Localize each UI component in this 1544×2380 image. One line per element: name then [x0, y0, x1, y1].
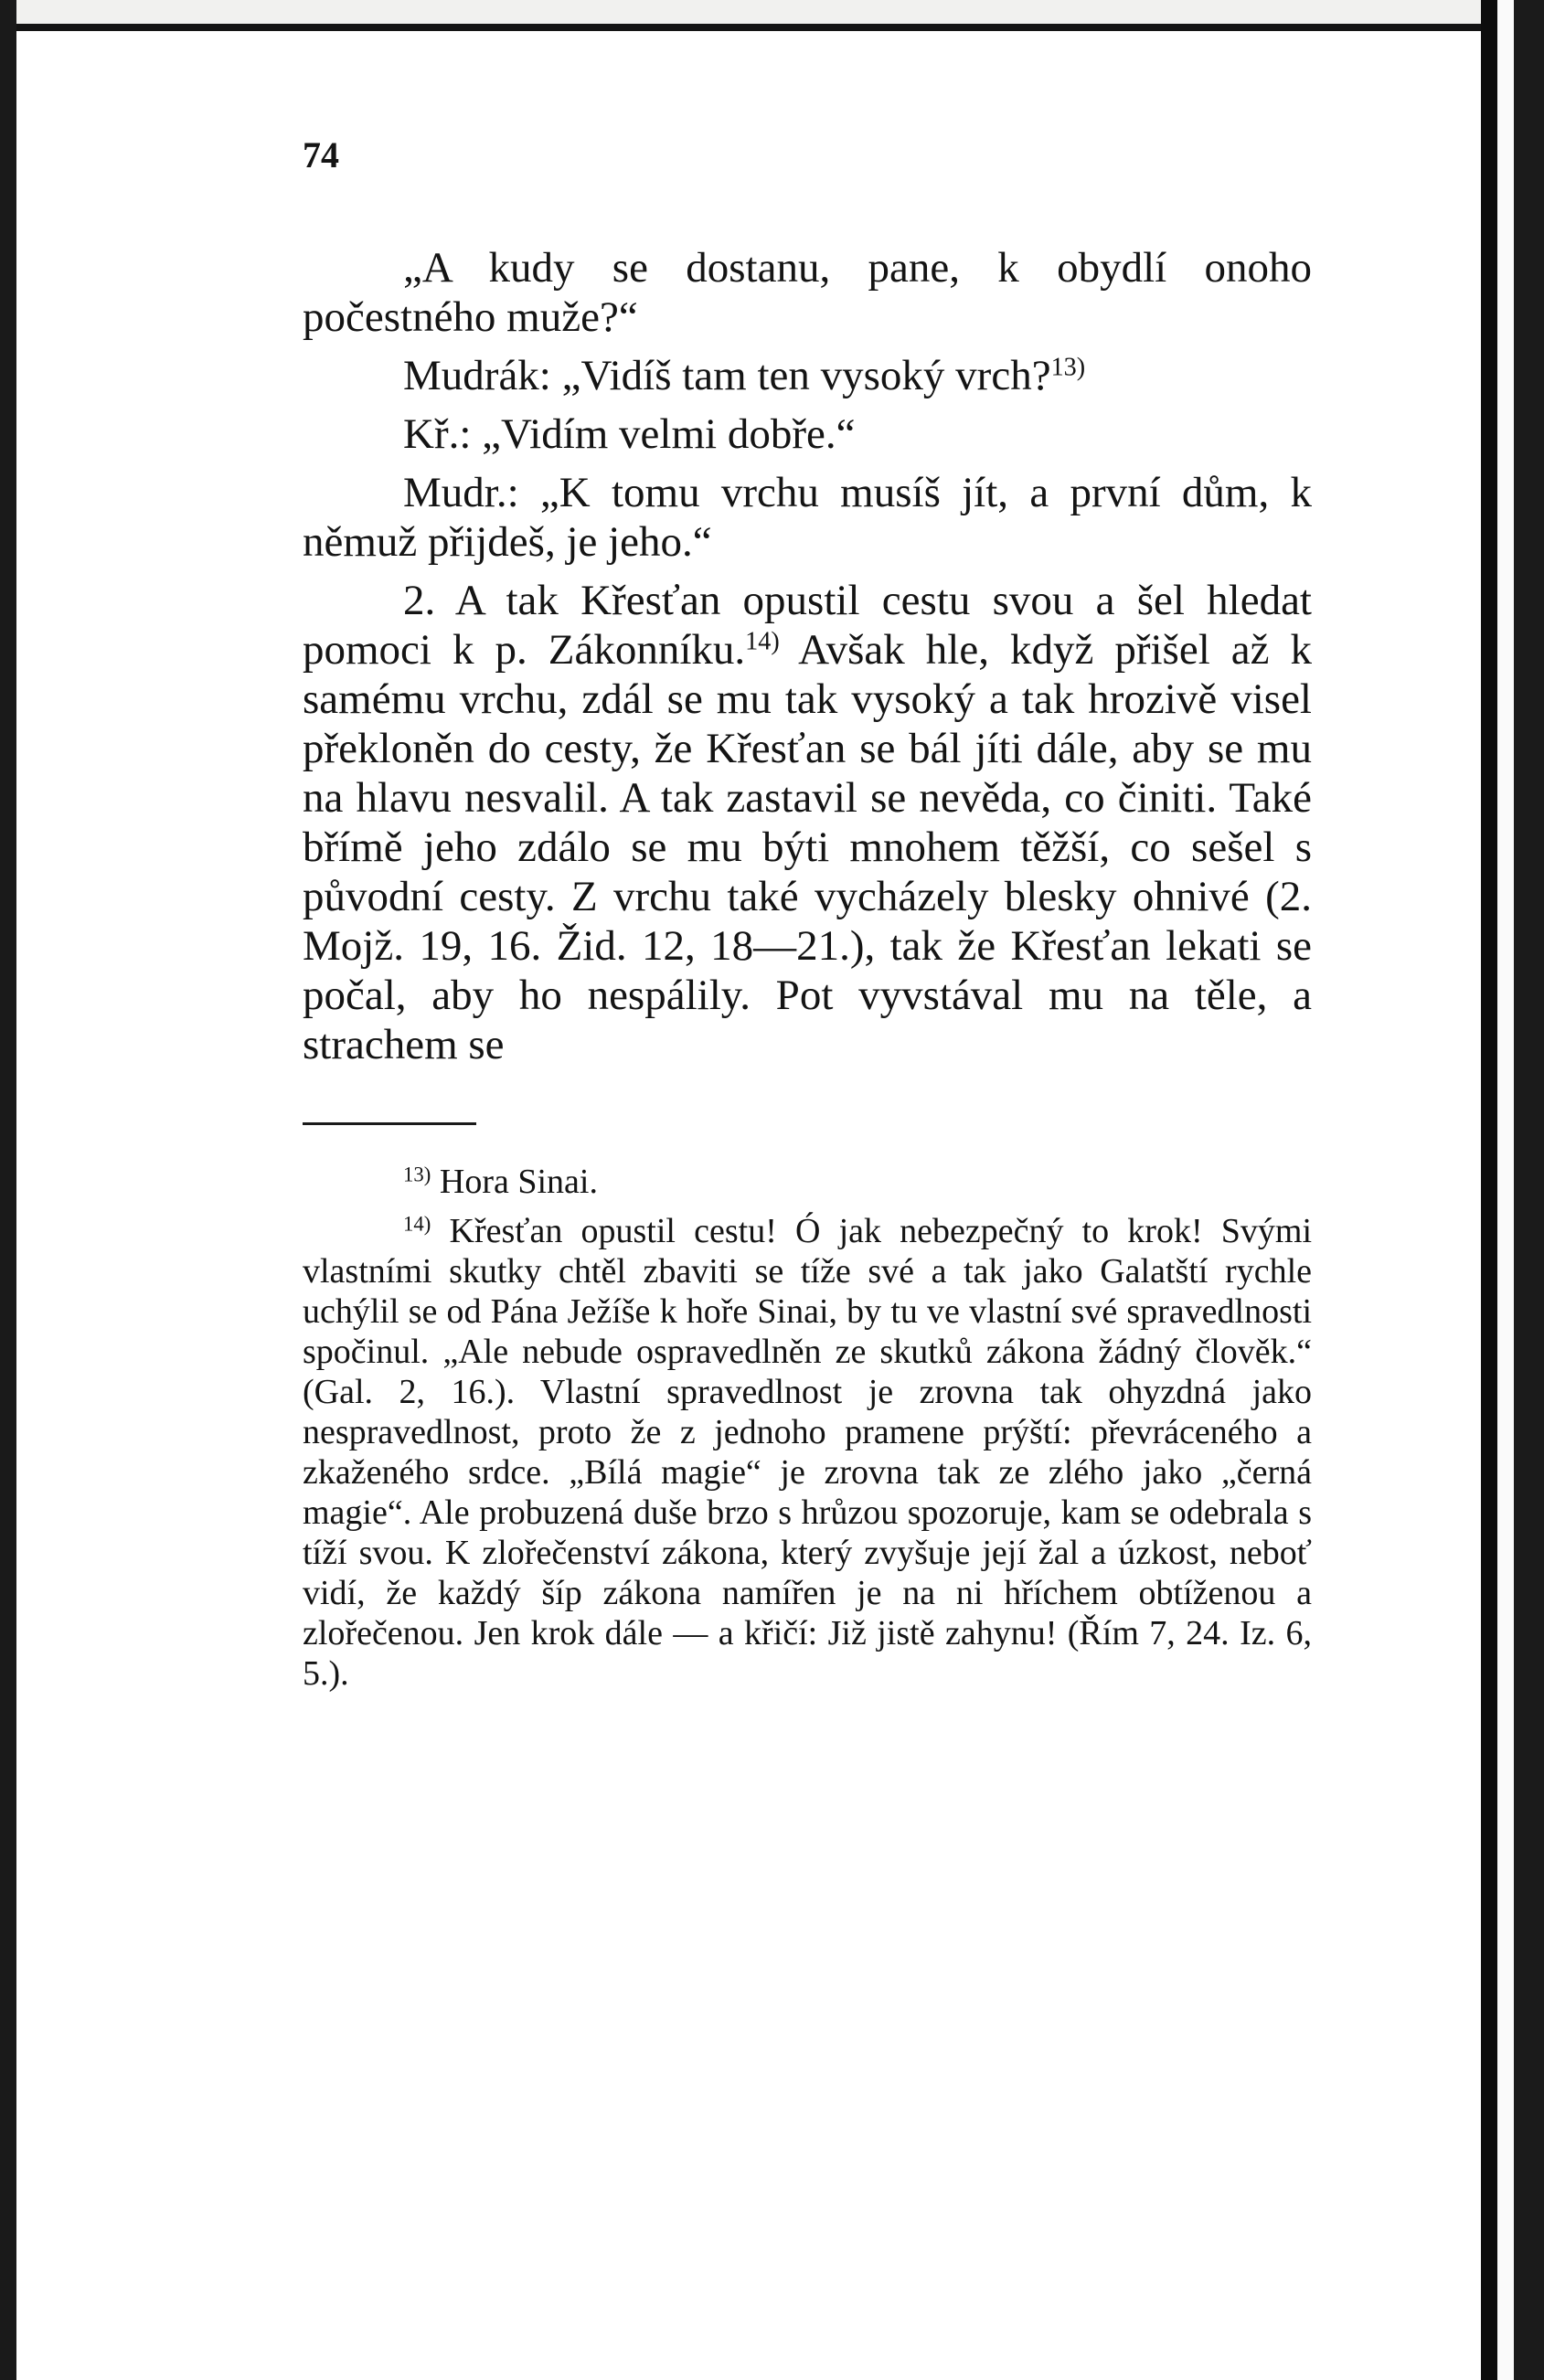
page-number: 74	[303, 134, 339, 175]
footnote-13	[303, 1162, 1312, 1202]
paragraph-mudrak-text: Mudrák: „Vidíš tam ten vysoký vrch?	[403, 352, 1051, 399]
scan-right-border	[1481, 0, 1497, 2380]
footnote-ref-14: 14)	[745, 627, 780, 656]
scan-right-gap	[1497, 0, 1514, 2380]
scan-left-border	[0, 0, 16, 2380]
footnote-13-text: Hora Sinai.	[431, 1163, 598, 1201]
footnote-13-marker: 13)	[403, 1163, 431, 1186]
footnote-14-text: Křesťan opustil cestu! Ó jak nebezpečný to krok! Svými vlastními skutky chtěl zbaviti se tíže své a tak jako Galatští rychle uchýlil se od Pána Ježíše k hoře Sinai, by tu ve vlastní své spravedlnosti spočinul. „Ale nebude ospravedlněn ze skutků zákona žádný člověk.“ (Gal. 2, 16.). Vlastní spravedlnost je zrovna tak ohyzdná jako nespravedlnost, proto že z jednoho pramene prýští: převráceného a zkaženého srdce. „Bílá magie“ je zrovna tak ze zlého jako „černá magie“. Ale probuzená duše brzo s hrůzou spozoruje, kam se odebrala s tíží svou. K zlořečenství zákona, který zvyšuje její žal a úzkost, neboť vidí, že každý šíp zákona namířen je na ni hříchem obtíženou a zlořečenou. Jen krok dále — a křičí: Již jistě zahynu! (Řím 7, 24. Iz. 6, 5.).	[303, 1212, 1312, 1693]
footnote-14	[303, 1211, 1312, 1694]
footnote-ref-13: 13)	[1050, 353, 1086, 382]
scan-right-edge	[1514, 0, 1544, 2380]
scan-top-border	[9, 24, 1481, 31]
paragraph-mudr: Mudr.: „K tomu vrchu musíš jít, a první dům, k němuž přijdeš, je jeho.“	[303, 469, 1312, 566]
paragraph-2-rest: Avšak hle, když přišel až k samému vrchu, zdál se mu tak vysoký a tak hrozivě visel překloněn do cesty, že Křesťan se bál jíti dále, aby se mu na hlavu nesvalil. A tak zastavil se nevěda, co činiti. Také břímě jeho zdálo se mu býti mnohem těžší, co sešel s původní cesty. Z vrchu také vycházely blesky ohnivé (2. Mojž. 19, 16. Žid. 12, 18—21.), tak že Křesťan lekati se počal, aby ho nespálily. Pot vyvstával mu na těle, a strachem se	[303, 626, 1312, 1068]
footnote-14-marker: 14)	[403, 1212, 431, 1236]
paragraph-kr: Kř.: „Vidím velmi dobře.“	[403, 410, 856, 458]
footnotes	[303, 1162, 1312, 1694]
paragraph-mudrak	[303, 351, 1312, 400]
page-content	[303, 134, 1312, 1694]
scan-top-margin	[0, 0, 1544, 24]
paragraph-2	[303, 576, 1312, 1069]
paragraph-2-start: 2. A tak Křesťan opustil cestu svou a šel hledat pomoci k p. Zákonníku.	[303, 577, 1312, 674]
footnote-divider	[303, 1122, 476, 1125]
paragraph-question: „A kudy se dostanu, pane, k obydlí onoho počestného muže?“	[303, 244, 1312, 341]
